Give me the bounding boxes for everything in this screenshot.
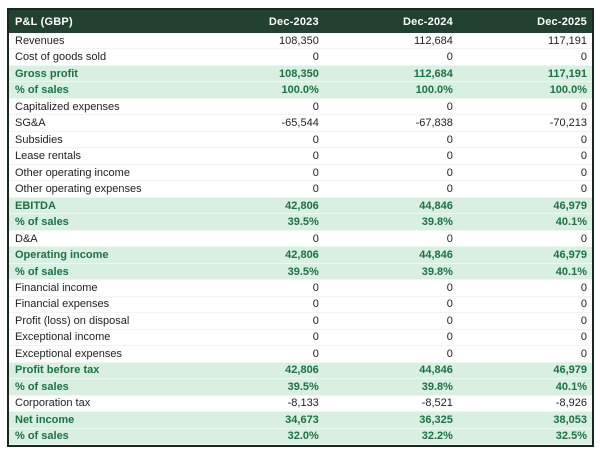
table-row-profit-before-tax-pct: [9, 379, 592, 395]
cell-value: 0: [580, 232, 587, 245]
cell-value: 100.0%: [549, 84, 587, 97]
cell-value: 32.0%: [287, 430, 319, 443]
cell-value: 44,846: [419, 364, 453, 377]
cell-value: 0: [446, 100, 453, 113]
cell-value: -70,213: [549, 117, 587, 130]
cell-value: 0: [312, 183, 319, 196]
cell-value: 117,191: [547, 67, 587, 80]
row-label: % of sales: [15, 430, 69, 443]
table-row-profit-before-tax: [9, 363, 592, 379]
cell-value: 108,350: [279, 34, 319, 47]
column-header-dec-2025: Dec-2025: [537, 15, 587, 28]
table-row-gross-profit: [9, 66, 592, 82]
row-label: Subsidies: [15, 133, 63, 146]
cell-value: 0: [312, 314, 319, 327]
cell-value: 39.8%: [421, 265, 453, 278]
table-row-cost-of-goods-sold: [9, 49, 592, 65]
cell-value: 39.5%: [287, 216, 319, 229]
cell-value: 34,673: [285, 413, 319, 426]
cell-value: -8,926: [555, 397, 587, 410]
cell-value: 0: [446, 282, 453, 294]
table-row-corporation-tax: [9, 396, 592, 412]
table-row-lease-rentals: [9, 148, 592, 164]
cell-value: 112,684: [413, 67, 453, 80]
cell-value: 0: [312, 150, 319, 163]
row-label: EBITDA: [15, 199, 56, 212]
row-label: Capitalized expenses: [15, 100, 120, 113]
cell-value: 0: [580, 150, 587, 163]
cell-value: 0: [312, 232, 319, 245]
column-header-dec-2023: Dec-2023: [268, 15, 319, 28]
cell-value: 36,325: [419, 413, 453, 426]
table-title: P&L (GBP): [15, 15, 73, 28]
cell-value: 0: [312, 282, 319, 294]
table-row-da: [9, 231, 592, 247]
cell-value: 0: [446, 314, 453, 327]
table-row-other-operating-expenses: [9, 181, 592, 197]
table-row-financial-income: [9, 280, 592, 296]
table-row-capitalized-expenses: [9, 99, 592, 115]
cell-value: 0: [580, 51, 587, 64]
row-label: SG&A: [15, 117, 46, 130]
row-label: Financial income: [15, 282, 98, 294]
cell-value: 0: [312, 51, 319, 64]
cell-value: 46,979: [553, 249, 587, 262]
row-label: Net income: [15, 413, 75, 426]
cell-value: 112,684: [413, 34, 453, 47]
cell-value: 40.1%: [555, 380, 587, 393]
cell-value: 0: [446, 150, 453, 163]
cell-value: 0: [446, 166, 453, 179]
cell-value: 42,806: [285, 249, 319, 262]
cell-value: 44,846: [419, 199, 453, 212]
row-label: Financial expenses: [15, 298, 110, 311]
table-row-profit-loss-on-disposal: [9, 313, 592, 329]
table-row-subsidies: [9, 132, 592, 148]
cell-value: 40.1%: [555, 265, 587, 278]
row-label: Exceptional income: [15, 331, 111, 344]
cell-value: 0: [446, 347, 453, 360]
row-label: Profit before tax: [15, 364, 100, 377]
cell-value: 40.1%: [555, 216, 587, 229]
table-row-revenues: [9, 33, 592, 49]
cell-value: 108,350: [279, 67, 319, 80]
cell-value: 0: [312, 347, 319, 360]
cell-value: 0: [446, 232, 453, 245]
table-row-sga: [9, 115, 592, 131]
pl-table: [7, 8, 594, 447]
cell-value: 0: [580, 100, 587, 113]
table-row-other-operating-income: [9, 165, 592, 181]
row-label: % of sales: [15, 84, 69, 97]
cell-value: 100.0%: [281, 84, 319, 97]
cell-value: 32.2%: [421, 430, 453, 443]
row-label: % of sales: [15, 216, 69, 229]
cell-value: 0: [446, 51, 453, 64]
cell-value: 0: [580, 298, 587, 311]
cell-value: 42,806: [285, 199, 319, 212]
row-label: Profit (loss) on disposal: [15, 314, 130, 327]
cell-value: 100.0%: [415, 84, 453, 97]
cell-value: 0: [312, 298, 319, 311]
cell-value: -65,544: [281, 117, 319, 130]
row-label: Other operating income: [15, 166, 130, 179]
cell-value: 42,806: [285, 364, 319, 377]
cell-value: 0: [580, 347, 587, 360]
cell-value: 0: [446, 133, 453, 146]
cell-value: -8,521: [421, 397, 453, 410]
cell-value: 0: [580, 331, 587, 344]
row-label: % of sales: [15, 380, 69, 393]
cell-value: 117,191: [548, 34, 587, 47]
column-header-dec-2024: Dec-2024: [402, 15, 453, 28]
table-row-ebitda-pct: [9, 214, 592, 230]
cell-value: 0: [312, 100, 319, 113]
row-label: Other operating expenses: [15, 183, 142, 196]
cell-value: 0: [580, 183, 587, 196]
cell-value: 46,979: [553, 364, 587, 377]
cell-value: 32.5%: [555, 430, 587, 443]
cell-value: 0: [446, 183, 453, 196]
table-row-exceptional-income: [9, 330, 592, 346]
cell-value: 0: [580, 133, 587, 146]
cell-value: 0: [312, 166, 319, 179]
cell-value: -8,133: [287, 397, 319, 410]
cell-value: 0: [312, 133, 319, 146]
row-label: Gross profit: [15, 67, 78, 80]
cell-value: 44,846: [419, 249, 453, 262]
cell-value: 38,053: [553, 413, 587, 426]
cell-value: 39.8%: [421, 216, 453, 229]
table-header-row: [9, 10, 592, 33]
cell-value: -67,838: [415, 117, 453, 130]
table-row-net-income: [9, 412, 592, 428]
table-row-operating-income: [9, 247, 592, 263]
cell-value: 46,979: [553, 199, 587, 212]
table-row-ebitda: [9, 198, 592, 214]
cell-value: 0: [446, 331, 453, 344]
cell-value: 39.5%: [287, 380, 319, 393]
table-row-operating-income-pct: [9, 264, 592, 280]
cell-value: 0: [580, 166, 587, 179]
row-label: Lease rentals: [15, 150, 82, 163]
row-label: Revenues: [15, 34, 65, 47]
row-label: Exceptional expenses: [15, 347, 123, 360]
row-label: Corporation tax: [15, 397, 91, 410]
cell-value: 0: [446, 298, 453, 311]
cell-value: 0: [580, 282, 587, 294]
row-label: % of sales: [15, 265, 69, 278]
table-row-gross-profit-pct: [9, 82, 592, 98]
table-row-net-income-pct: [9, 429, 592, 445]
table-row-exceptional-expenses: [9, 346, 592, 362]
cell-value: 0: [580, 314, 587, 327]
row-label: Cost of goods sold: [15, 51, 107, 64]
table-row-financial-expenses: [9, 297, 592, 313]
cell-value: 39.5%: [287, 265, 319, 278]
cell-value: 39.8%: [421, 380, 453, 393]
cell-value: 0: [312, 331, 319, 344]
row-label: Operating income: [15, 249, 109, 262]
row-label: D&A: [15, 232, 38, 245]
